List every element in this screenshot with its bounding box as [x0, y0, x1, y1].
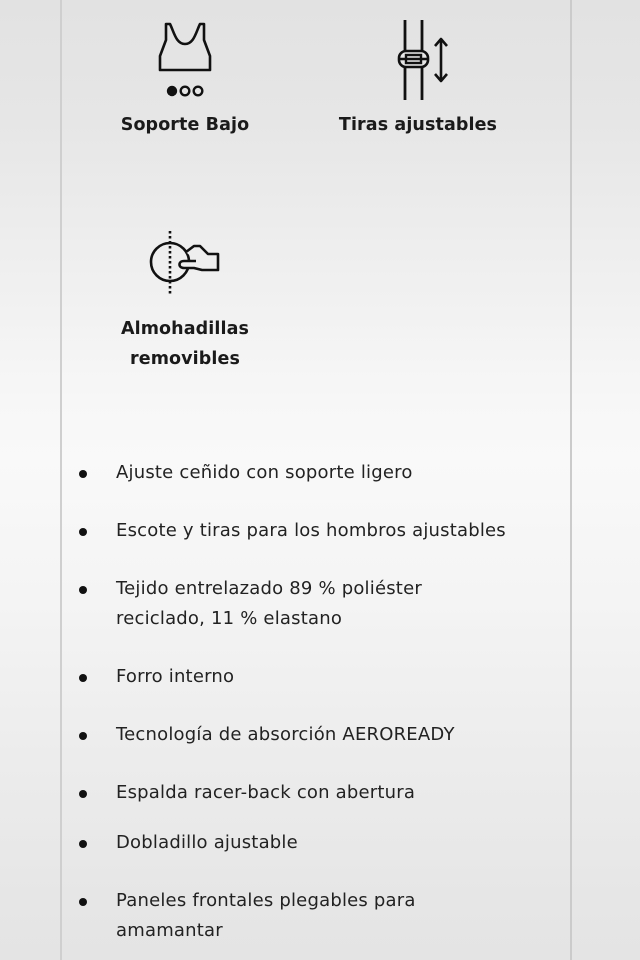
bullet-text: Ajuste ceñido con soporte ligero [116, 462, 413, 483]
bullet-item [0, 720, 640, 750]
bullet-item [0, 574, 640, 634]
bullet-text-line1: Tejido entrelazado 89 % poliéster [116, 578, 422, 599]
bullet-dot-icon [79, 586, 87, 594]
removable-pads-icon [144, 228, 226, 298]
feature-label-line1: Almohadillas [120, 319, 249, 339]
bullet-text: Forro interno [116, 666, 235, 687]
feature-label: Tiras ajustables [338, 115, 498, 135]
feature-bullet-list [0, 458, 640, 946]
bullet-item [0, 458, 640, 488]
feature-label-line2: removibles [130, 349, 240, 369]
bullet-item [0, 828, 640, 858]
bullet-text-line2: reciclado, 11 % elastano [116, 608, 343, 629]
bullet-item [0, 662, 640, 692]
bullet-text: Escote y tiras para los hombros ajustables [116, 520, 506, 541]
bullet-text: Tecnología de absorción AEROREADY [116, 724, 455, 745]
bullet-dot-icon [79, 528, 87, 536]
bullet-item [0, 516, 640, 546]
bullet-text-line2: amamantar [116, 920, 223, 941]
feature-low-support [105, 18, 265, 140]
bullet-dot-icon [79, 674, 87, 682]
bullet-item [0, 778, 640, 808]
feature-adjustable-straps [328, 18, 508, 140]
bullet-item [0, 886, 640, 946]
bullet-text-line1: Paneles frontales plegables para [116, 890, 416, 911]
bullet-text: Dobladillo ajustable [116, 832, 298, 853]
bullet-dot-icon [79, 898, 87, 906]
bullet-text: Espalda racer-back con abertura [116, 782, 416, 803]
feature-label: Soporte Bajo [120, 115, 250, 135]
feature-removable-pads [105, 228, 265, 374]
sports-bra-low-support-icon [150, 18, 220, 100]
bullet-dot-icon [79, 790, 87, 798]
bullet-dot-icon [79, 840, 87, 848]
bullet-dot-icon [79, 732, 87, 740]
bullet-dot-icon [79, 470, 87, 478]
adjustable-straps-icon [383, 18, 453, 100]
